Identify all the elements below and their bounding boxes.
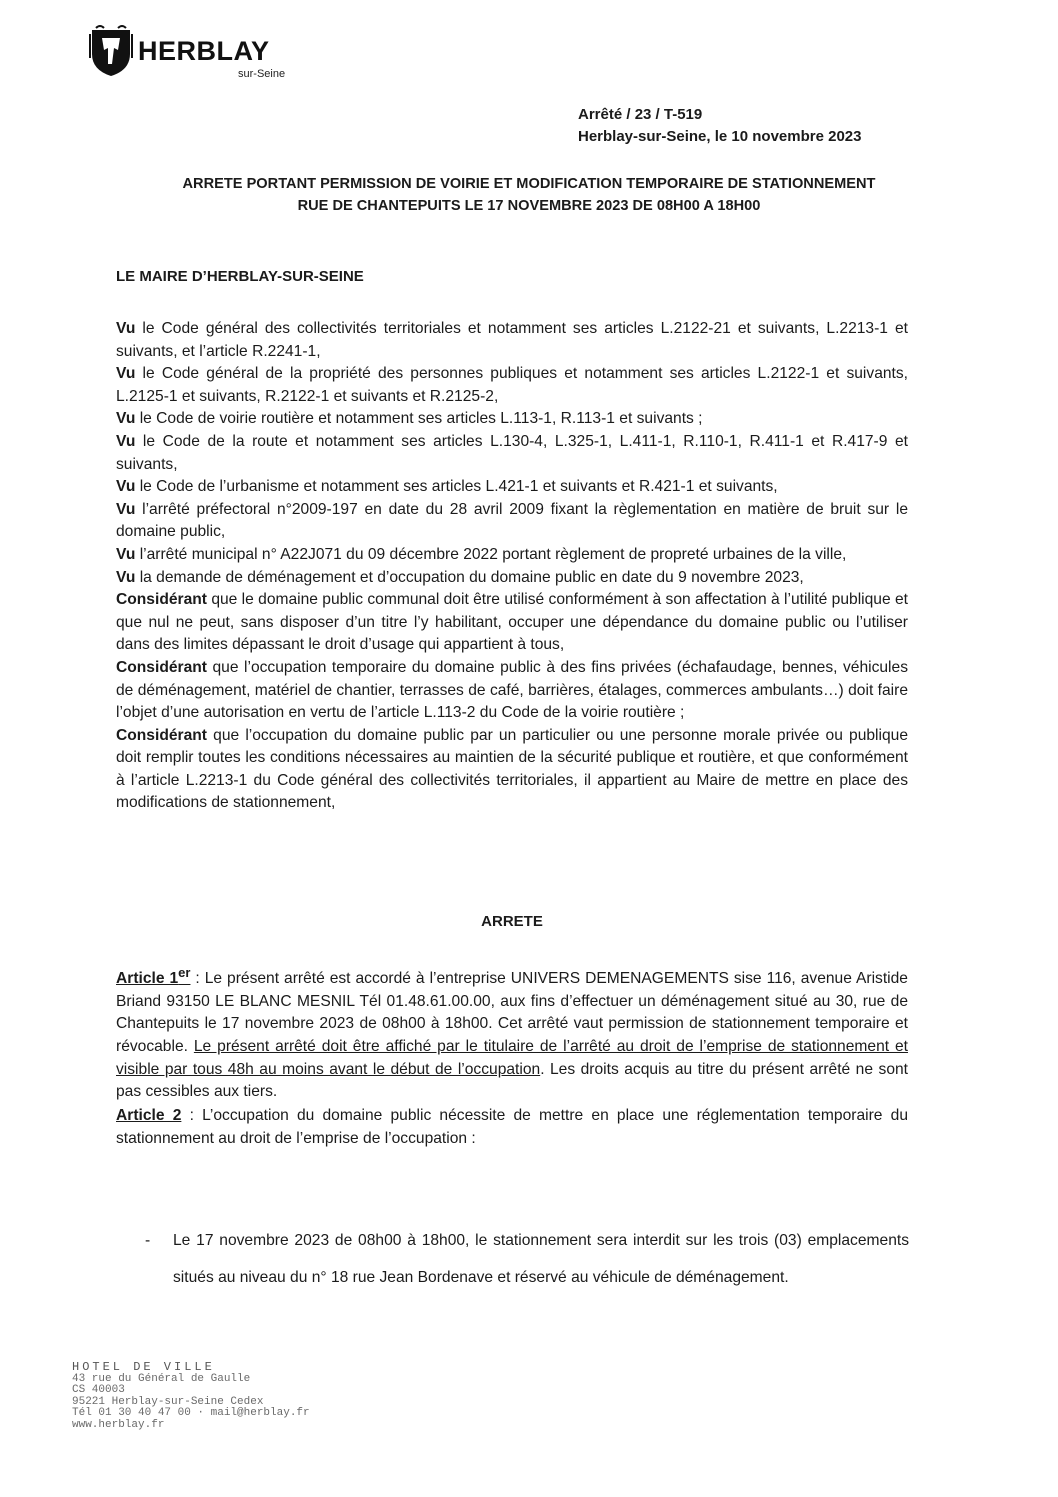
logo-subtitle: sur-Seine bbox=[238, 68, 286, 80]
decree-title bbox=[90, 173, 968, 217]
vu-paragraph: Vu le Code de voirie routière et notamment ses articles L.113-1, R.113-1 et suivants ; bbox=[116, 410, 703, 428]
coat-of-arms-icon bbox=[88, 24, 134, 78]
footer-cs: CS 40003 bbox=[72, 1384, 125, 1396]
herblay-logo bbox=[88, 24, 298, 80]
mayor-heading: LE MAIRE D’HERBLAY-SUR-SEINE bbox=[116, 268, 364, 285]
vu-paragraph: Vu le Code de l’urbanisme et notamment ses articles L.421-1 et suivants et R.421-1 et suivants, bbox=[116, 478, 778, 496]
footer-address bbox=[72, 1362, 310, 1431]
article-2: Article 2 : L’occupation du domaine public nécessite de mettre en place une réglementation temporaire du stationnement au droit de l’emprise de l’occupation : bbox=[116, 1107, 908, 1147]
decree-reference: Arrêté / 23 / T-519 bbox=[578, 106, 703, 123]
legal-basis bbox=[116, 318, 908, 815]
bullet-dash: - bbox=[145, 1232, 151, 1249]
arrete-heading: ARRETE bbox=[481, 913, 543, 930]
article-1-label: Article 1er bbox=[116, 965, 191, 988]
considerant-paragraph: Considérant que l’occupation du domaine public par un particulier ou une personne morale privée ou publique doit remplir toutes les conditions nécessaires au maintien de la sécurité publique et routière, et que conformément à l’article L.2213-1 du Code général des collectivités territoriales, il appartient au Maire de mettre en place des modifications de stationnement, bbox=[116, 726, 908, 812]
article-1: Article 1er : Le présent arrêté est accordé à l’entreprise UNIVERS DEMENAGEMENTS sise 116, avenue Aristide Briand 93150 LE BLANC MESNIL Tél 01.48.61.00.00, aux fins d’effectuer un déménagement situé au 30, rue de Chantepuits le 17 novembre 2023 de 08h00 à 18h00. Cet arrêté vaut permission de stationnement temporaire et révocable. Le présent arrêté doit être affiché par le titulaire de l’arrêté au droit de l’emprise de stationnement et visible par tous 48h au moins avant le début de l’occupation. Les droits acquis au titre du présent arrêté ne sont pas cessibles aux tiers. bbox=[116, 965, 909, 1101]
vu-paragraph: Vu la demande de déménagement et d’occupation du domaine public en date du 9 novembre 2023, bbox=[116, 568, 804, 586]
vu-paragraph: Vu le Code de la route et notamment ses articles L.130-4, L.325-1, L.411-1, R.110-1, R.411-1 et R.417-9 et suivants, bbox=[116, 432, 908, 473]
posting-requirement: Le présent arrêté doit être affiché par le titulaire de l’arrêté au droit de l’emprise de stationnement et visible par tous 48h au moins avant le début de l’occupation bbox=[116, 1037, 909, 1078]
footer-website: www.herblay.fr bbox=[72, 1418, 165, 1431]
vu-paragraph: Vu le Code général des collectivités territoriales et notamment ses articles L.2122-21 et suivants, L.2213-1 et suivants, et l’article R.2241-1, bbox=[116, 320, 908, 360]
title-line-1: ARRETE PORTANT PERMISSION DE VOIRIE ET MODIFICATION TEMPORAIRE DE STATIONNEMENT bbox=[182, 176, 876, 192]
vu-paragraph: Vu l’arrêté préfectoral n°2009-197 en date du 28 avril 2009 fixant la règlementation en matière de bruit sur le domaine public, bbox=[116, 500, 908, 541]
logo-name: HERBLAY bbox=[138, 36, 270, 66]
considerant-paragraph: Considérant que le domaine public communal doit être utilisé conformément à son affectation à l’utilité publique et que nul ne peut, sans disposer d’un titre l’y habilitant, occuper une dépendance du domaine public ou l’utiliser dans des limites dépassant le droit d’usage qui appartient à tous, bbox=[116, 591, 908, 654]
parking-restriction-text: Le 17 novembre 2023 de 08h00 à 18h00, le stationnement sera interdit sur les trois (03) emplacements situés au niveau du n° 18 rue Jean Bordenave et réservé au véhicule de déménagement. bbox=[173, 1232, 909, 1286]
footer-city: 95221 Herblay-sur-Seine Cedex bbox=[72, 1395, 264, 1408]
considerant-paragraph: Considérant que l’occupation temporaire du domaine public à des fins privées (échafaudage, bennes, véhicules de déménagement, matériel de chantier, terrasses de café, barrières, étalages, commerces ambulants…) doit faire l’objet d’une autorisation en vertu de l’article L.113-2 du Code de la voirie routière ; bbox=[116, 658, 908, 722]
footer-contact: Tél 01 30 40 47 00 · mail@herblay.fr bbox=[72, 1407, 310, 1419]
vu-paragraph: Vu l’arrêté municipal n° A22J071 du 09 décembre 2022 portant règlement de propreté urbaines de la ville, bbox=[116, 545, 847, 563]
footer-street: 43 rue du Général de Gaulle bbox=[72, 1372, 251, 1385]
parking-restriction-item bbox=[145, 1222, 909, 1296]
reference-block bbox=[578, 104, 861, 148]
article-2-label: Article 2 bbox=[116, 1107, 182, 1124]
place-date: Herblay-sur-Seine, le 10 novembre 2023 bbox=[578, 128, 862, 145]
vu-paragraph: Vu le Code général de la propriété des personnes publiques et notamment ses articles L.2122-1 et suivants, L.2125-1 et suivants, R.2122-1 et suivants et R.2125-2, bbox=[116, 365, 908, 405]
footer-title: HOTEL DE VILLE bbox=[72, 1360, 215, 1374]
title-line-2: RUE DE CHANTEPUITS LE 17 NOVEMBRE 2023 DE 08H00 A 18H00 bbox=[297, 198, 761, 214]
